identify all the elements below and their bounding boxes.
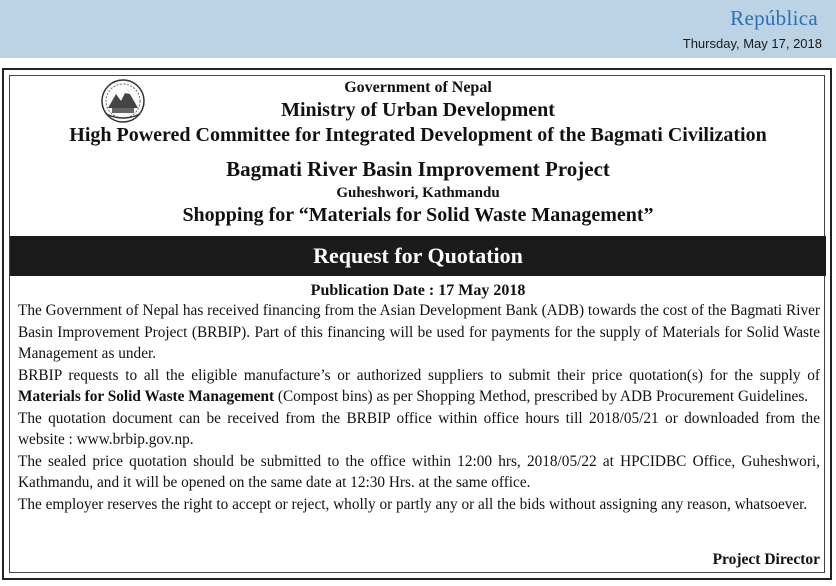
- paragraph-request-bold: Materials for Solid Waste Management: [18, 388, 275, 405]
- shopping-title: Shopping for “Materials for Solid Waste Management”: [182, 204, 654, 226]
- paragraph-request-pre: BRBIP requests to all the eligible manufacture’s or authorized suppliers to submit their price quotation(s) for the supply of: [18, 366, 820, 384]
- newspaper-header-bar: [0, 0, 836, 58]
- signatory: Project Director: [712, 551, 820, 568]
- paragraph-submission: The sealed price quotation should be submitted to the office within 12:00 hrs, 2018/05/22 at HPCIDBC Office, Guheshwori, Kathmandu, and it will be opened on the same date at 12:30 Hrs. at the same office.: [18, 452, 820, 491]
- newspaper-date: Thursday, May 17, 2018: [682, 36, 822, 51]
- government-name: Government of Nepal: [344, 79, 492, 96]
- paragraph-financing: The Government of Nepal has received financing from the Asian Development Bank (ADB) towards the cost of the Bagmati River Basin Improvement Project (BRBIP). Part of this financing will be used for payments for the supply of Materials for Solid Waste Management as under.: [18, 302, 820, 362]
- ministry-name: Ministry of Urban Development: [281, 99, 555, 121]
- rfq-title: Request for Quotation: [313, 243, 523, 268]
- project-location: Guheshwori, Kathmandu: [336, 185, 500, 201]
- committee-name: High Powered Committee for Integrated Development of the Bagmati Civilization: [69, 124, 767, 146]
- notice-body: [18, 300, 820, 515]
- newspaper-brand: República: [730, 6, 818, 30]
- paragraph-rights: The employer reserves the right to accept or reject, wholly or partly any or all the bids without assigning any reason, whatsoever.: [18, 495, 808, 513]
- paragraph-request: [18, 365, 820, 408]
- project-name: Bagmati River Basin Improvement Project: [226, 157, 610, 181]
- paragraph-request-post: (Compost bins) as per Shopping Method, prescribed by ADB Procurement Guidelines.: [274, 388, 809, 405]
- publication-date: Publication Date : 17 May 2018: [310, 282, 526, 299]
- rfq-title-bar: [10, 236, 826, 276]
- paragraph-document: The quotation document can be received from the BRBIP office within office hours till 2018/05/21 or downloaded from the website : www.brbip.gov.np.: [18, 409, 820, 448]
